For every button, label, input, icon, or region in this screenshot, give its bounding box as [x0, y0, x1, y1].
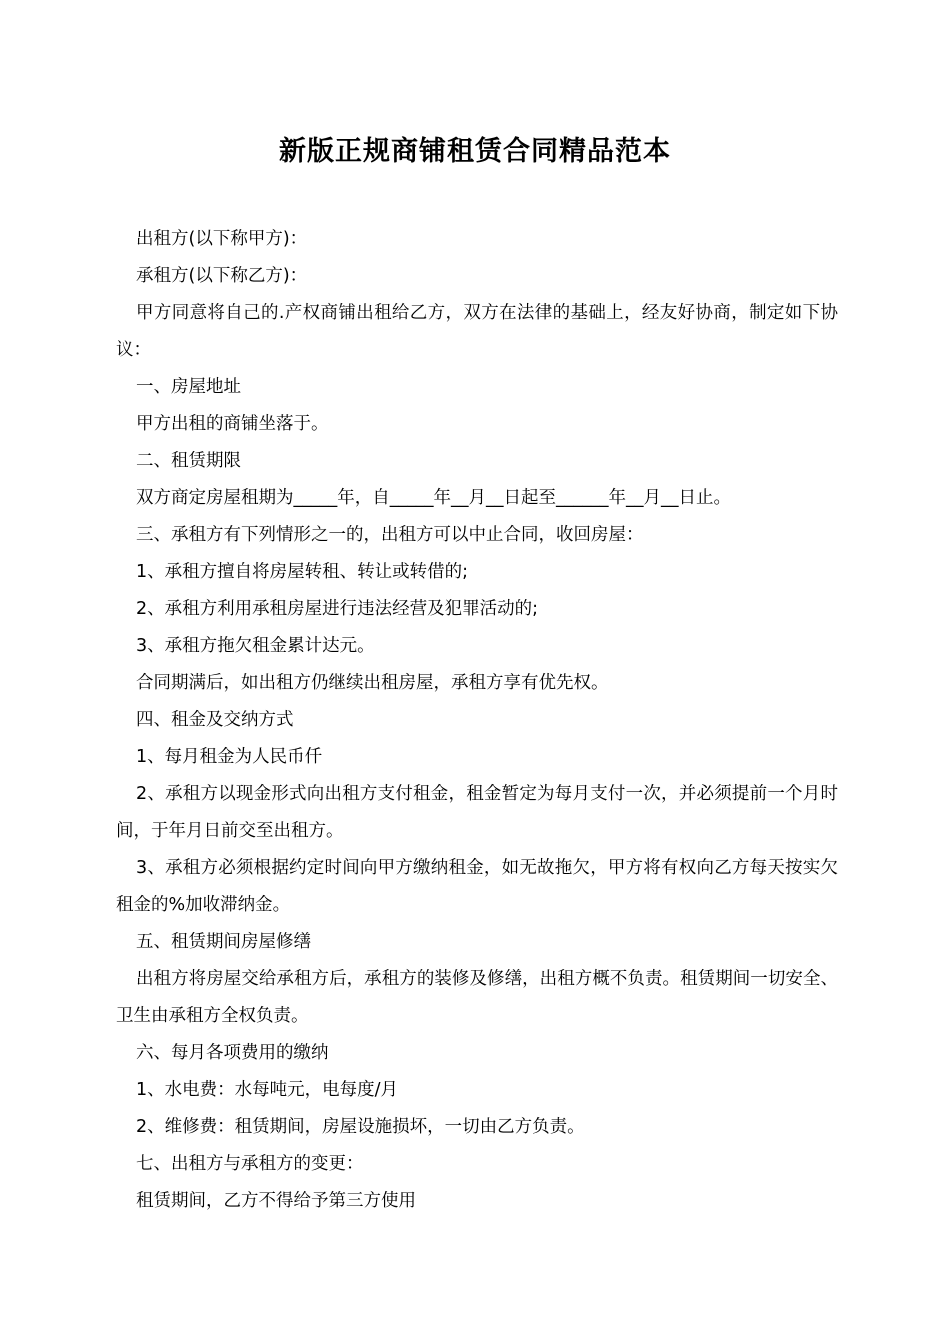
- paragraph-lessee: 承租方(以下称乙方)：: [136, 266, 308, 286]
- paragraph-renewal: 合同期满后，如出租方仍继续出租房屋，承租方享有优先权。: [136, 673, 609, 693]
- section-heading-changes: 七、出租方与承租方的变更：: [136, 1154, 364, 1174]
- section-heading-address: 一、房屋地址: [136, 377, 241, 397]
- paragraph-term: 双方商定房屋租期为_____年，自_____年__月__日起至______年__月__日止。: [136, 488, 731, 508]
- list-item-maintenance: 2、维修费：租赁期间，房屋设施损坏，一切由乙方负责。: [136, 1117, 585, 1137]
- paragraph-agreement-intro: 甲方同意将自己的.产权商铺出租给乙方，双方在法律的基础上，经友好协商，制定如下协议：: [116, 303, 838, 360]
- list-item-late-fee: 3、承租方必须根据约定时间向甲方缴纳租金，如无故拖欠，甲方将有权向乙方每天按实欠租金的%加收滞纳金。: [116, 858, 838, 915]
- document-body: [116, 221, 838, 1220]
- section-heading-term: 二、租赁期限: [136, 451, 241, 471]
- list-item-utilities: 1、水电费：水每吨元，电每度/月: [136, 1080, 399, 1100]
- paragraph-lessor: 出租方(以下称甲方)：: [136, 229, 308, 249]
- paragraph-repairs: 出租方将房屋交给承租方后，承租方的装修及修缮，出租方概不负责。租赁期间一切安全、卫生由承租方全权负责。: [116, 969, 838, 1026]
- list-item-illegal-use: 2、承租方利用承租房屋进行违法经营及犯罪活动的;: [136, 599, 539, 619]
- paragraph-address: 甲方出租的商铺坐落于。: [136, 414, 329, 434]
- section-heading-fees: 六、每月各项费用的缴纳: [136, 1043, 329, 1063]
- document-title: 新版正规商铺租赁合同精品范本: [279, 136, 671, 167]
- section-heading-repairs: 五、租赁期间房屋修缮: [136, 932, 311, 952]
- list-item-monthly-rent: 1、每月租金为人民币仟: [136, 747, 323, 767]
- list-item-arrears: 3、承租方拖欠租金累计达元。: [136, 636, 375, 656]
- paragraph-third-party: 租赁期间，乙方不得给予第三方使用: [136, 1191, 416, 1211]
- section-heading-termination: 三、承租方有下列情形之一的，出租方可以中止合同，收回房屋：: [136, 525, 644, 545]
- list-item-sublet: 1、承租方擅自将房屋转租、转让或转借的;: [136, 562, 469, 582]
- list-item-payment-method: 2、承租方以现金形式向出租方支付租金，租金暂定为每月支付一次，并必须提前一个月时间，于年月日前交至出租方。: [116, 784, 838, 841]
- section-heading-rent: 四、租金及交纳方式: [136, 710, 294, 730]
